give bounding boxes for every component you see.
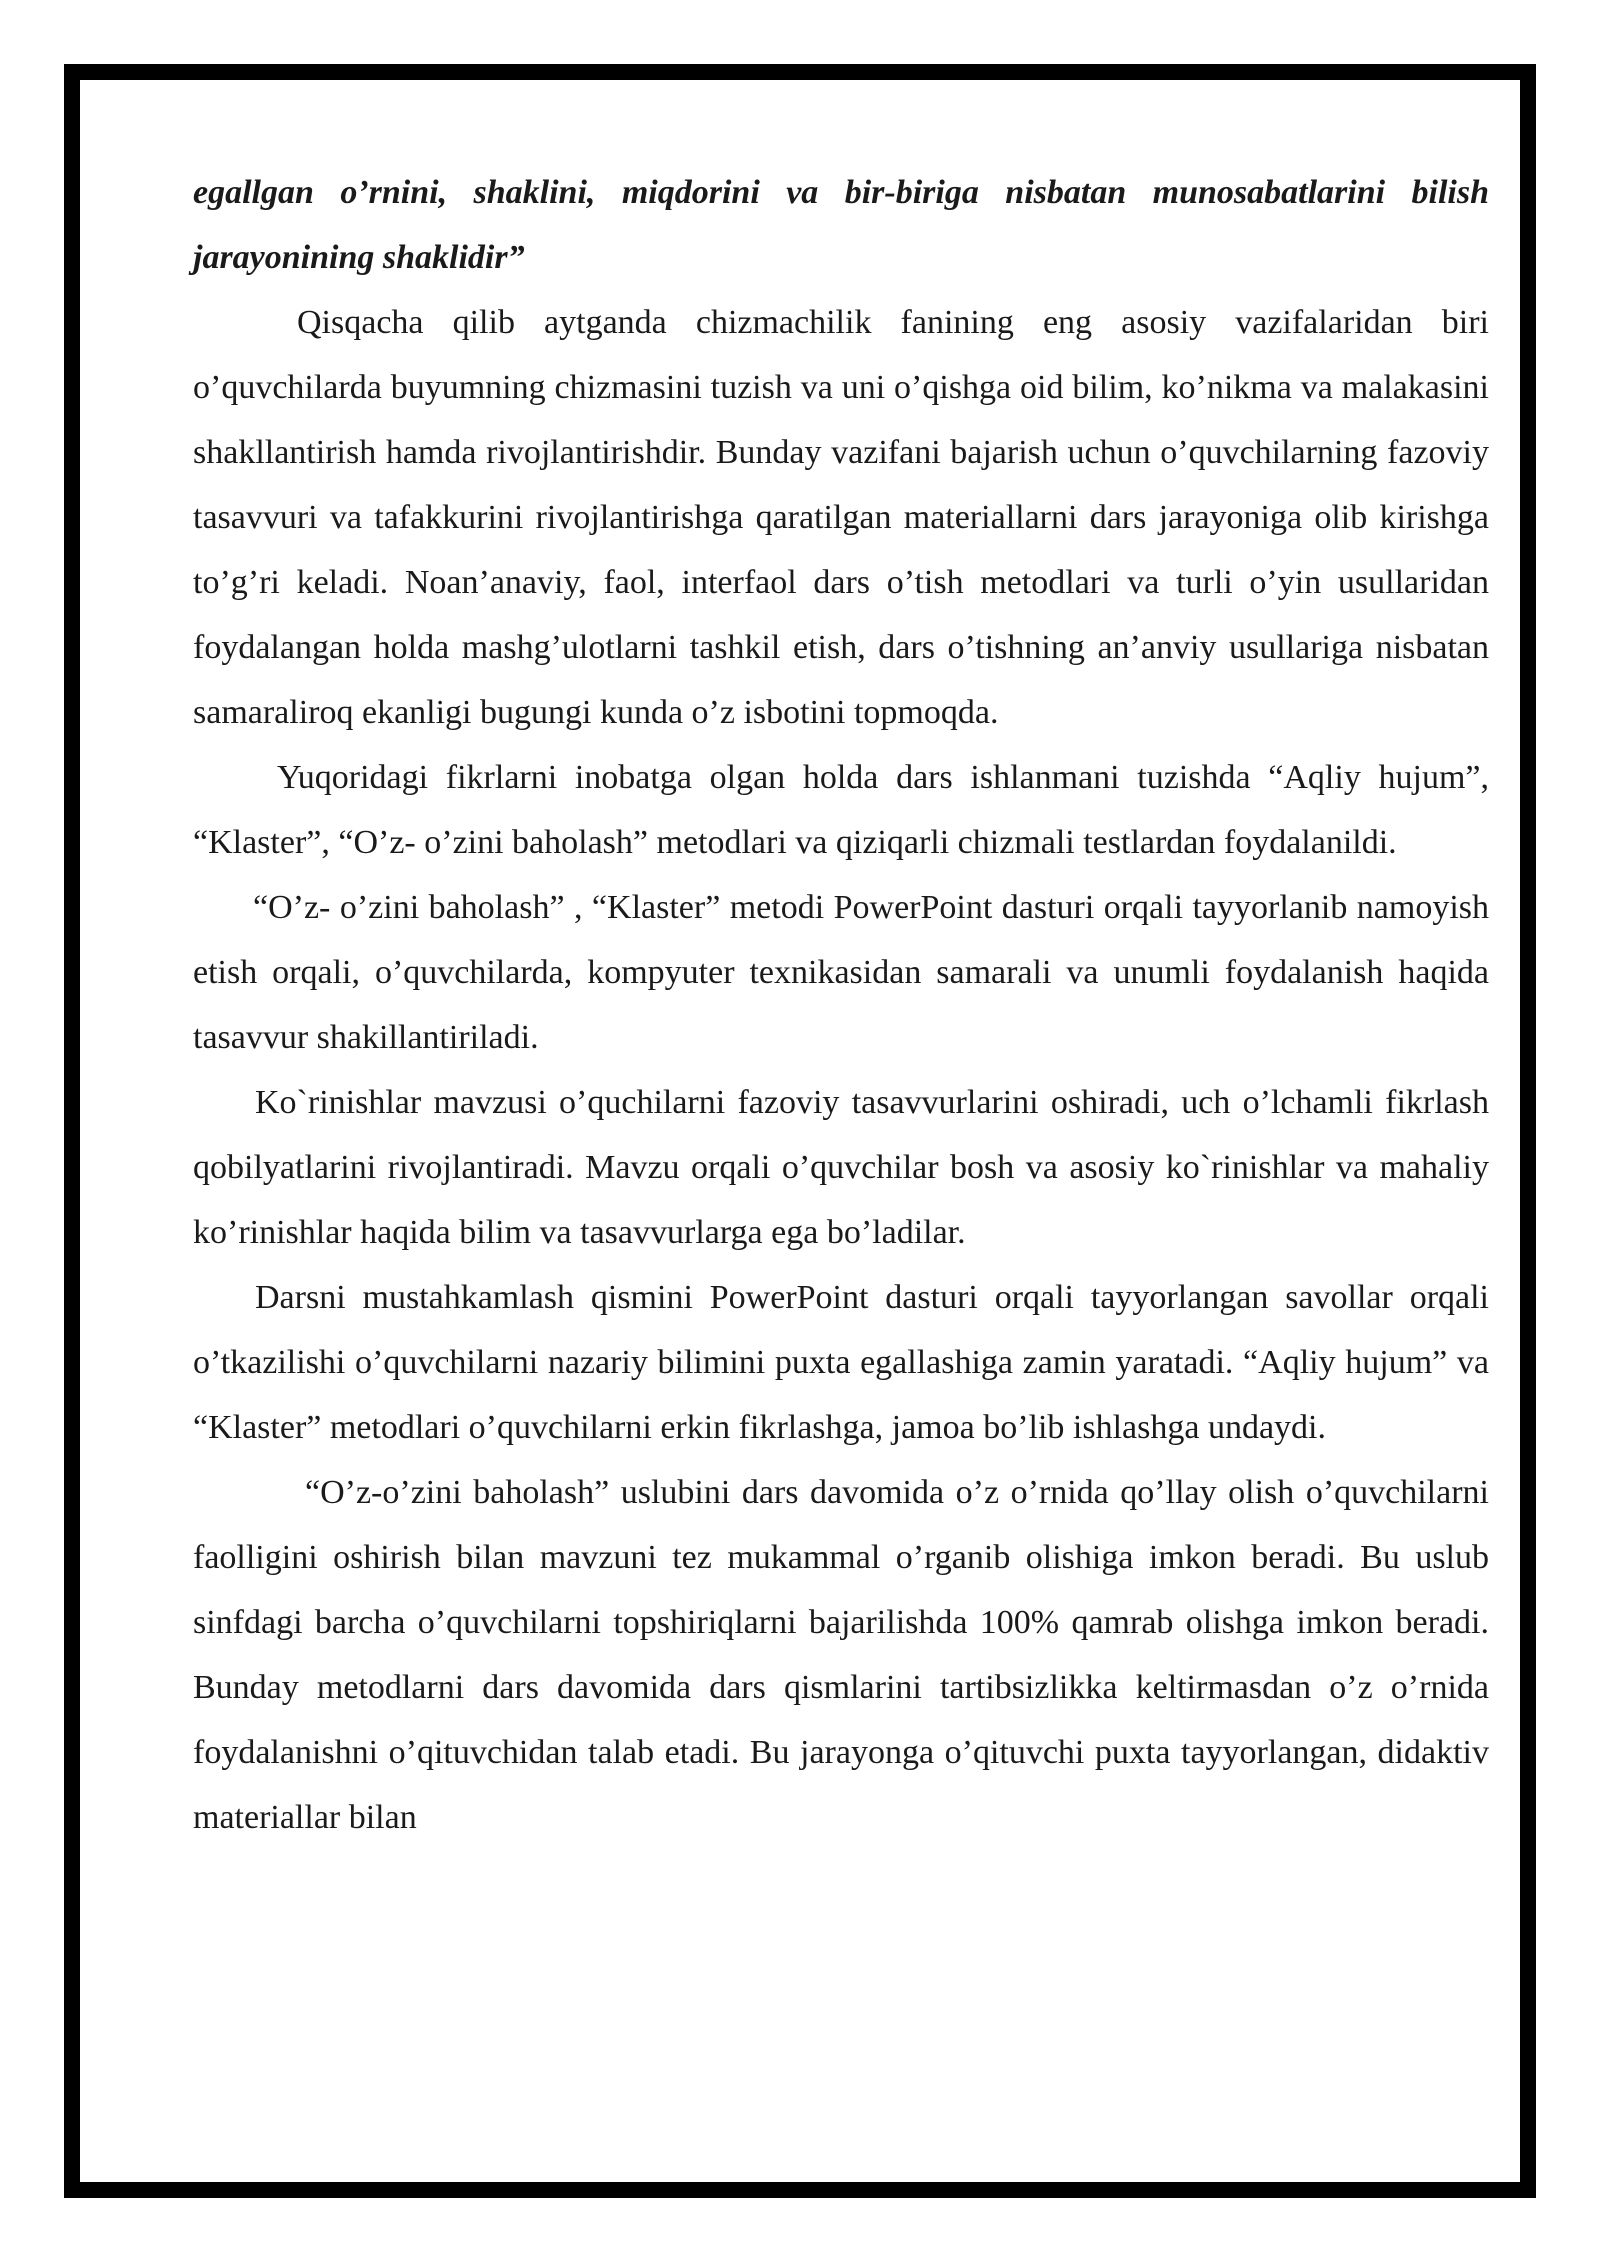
document-body bbox=[193, 160, 1489, 1850]
paragraph-main-task: Qisqacha qilib aytganda chizmachilik fanining eng asosiy vazifalaridan biri o’quvchilarda buyumning chizmasini tuzish va uni o’qishga oid bilim, ko’nikma va malakasini shakllantirish hamda rivojlantirishdir. Bunday vazifani bajarish uchun o’quvchilarning fazoviy tasavvuri va tafakkurini rivojlantirishga qaratilgan materiallarni dars jarayoniga olib kirishga to’g’ri keladi. Noan’anaviy, faol, interfaol dars o’tish metodlari va turli o’yin usullaridan foydalangan holda mashg’ulotlarni tashkil etish, dars o’tishning an’anviy usullariga nisbatan samaraliroq ekanligi bugungi kunda o’z isbotini topmoqda. bbox=[193, 304, 1489, 731]
paragraph-views-topic: Ko`rinishlar mavzusi o’quchilarni fazoviy tasavvurlarini oshiradi, uch o’lchamli fikrlash qobilyatlarini rivojlantiradi. Mavzu orqali o’quvchilar bosh va asosiy ko`rinishlar va mahaliy ko’rinishlar haqida bilim va tasavvurlarga ega bo’ladilar. bbox=[193, 1084, 1489, 1251]
paragraph-self-assessment: “O’z-o’zini baholash” uslubini dars davomida o’z o’rnida qo’llay olish o’quvchilarni faolligini oshirish bilan mavzuni tez mukammal o’rganib olishiga imkon beradi. Bu uslub sinfdagi barcha o’quvchilarni topshiriqlarni bajarilishda 100% qamrab olishga imkon beradi. Bunday metodlarni dars davomida dars qismlarini tartibsizlikka keltirmasdan o’z o’rnida foydalanishni o’qituvchidan talab etadi. Bu jarayonga o’qituvchi puxta tayyorlangan, didaktiv materiallar bilan bbox=[193, 1474, 1489, 1836]
paragraph-methods-used: Yuqoridagi fikrlarni inobatga olgan holda dars ishlanmani tuzishda “Aqliy hujum”, “Klaster”, “O’z- o’zini baholash” metodlari va qiziqarli chizmali testlardan foydalanildi. bbox=[193, 759, 1489, 861]
paragraph-powerpoint-demo: “O’z- o’zini baholash” , “Klaster” metodi PowerPoint dasturi orqali tayyorlanib namoyish etish orqali, o’quvchilarda, kompyuter texnikasidan samarali va unumli foydalanish haqida tasavvur shakillantiriladi. bbox=[193, 889, 1489, 1056]
paragraph-consolidation: Darsni mustahkamlash qismini PowerPoint dasturi orqali tayyorlangan savollar orqali o’tkazilishi o’quvchilarni nazariy bilimini puxta egallashiga zamin yaratadi. “Aqliy hujum” va “Klaster” metodlari o’quvchilarni erkin fikrlashga, jamoa bo’lib ishlashga undaydi. bbox=[193, 1279, 1489, 1446]
quote-continuation: egallgan o’rnini, shaklini, miqdorini va bir-biriga nisbatan munosabatlarini bilish jarayonining shaklidir” bbox=[193, 174, 1489, 276]
